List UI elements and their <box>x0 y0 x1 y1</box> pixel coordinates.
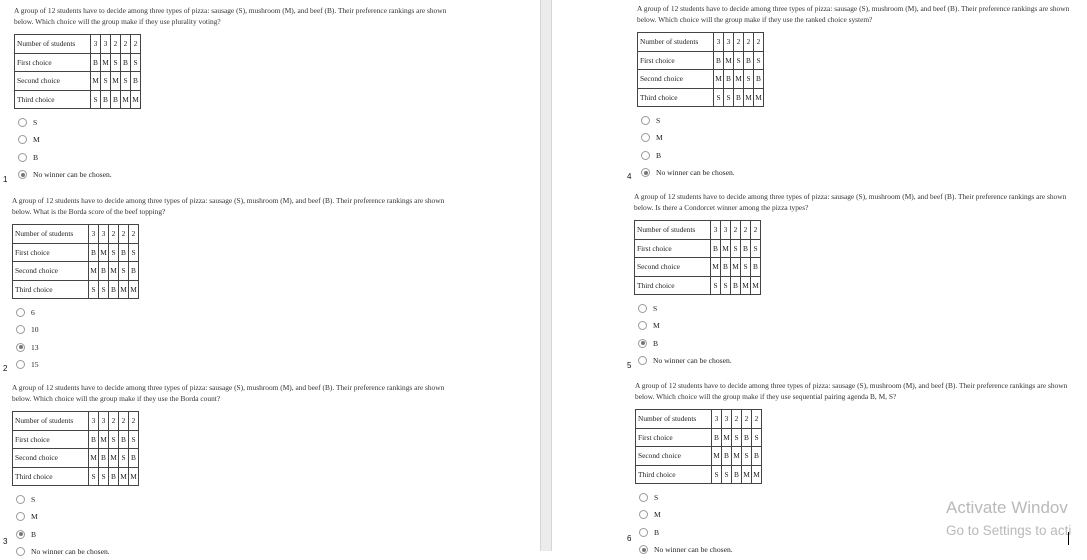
choice-cell: M <box>89 262 99 281</box>
table-header-row <box>13 412 139 431</box>
answer-option-label: B <box>31 529 37 539</box>
answer-option[interactable] <box>12 356 452 373</box>
preference-table <box>637 32 764 107</box>
question-block <box>14 6 454 183</box>
radio-button[interactable] <box>638 339 647 348</box>
student-count-cell: 2 <box>109 225 119 244</box>
choice-cell: B <box>752 447 762 466</box>
choice-cell: B <box>101 90 111 109</box>
choice-cell: B <box>99 449 109 468</box>
table-row <box>13 243 139 262</box>
choice-cell: M <box>744 88 754 107</box>
student-count-cell: 2 <box>731 221 741 240</box>
choice-cell: B <box>711 239 721 258</box>
answer-option[interactable] <box>14 114 454 131</box>
radio-button[interactable] <box>16 308 25 317</box>
table-row <box>13 449 139 468</box>
answer-options <box>637 112 1077 181</box>
table-header-row <box>638 33 764 52</box>
row-label: Third choice <box>638 88 714 107</box>
choice-cell: S <box>714 88 724 107</box>
table-header-label: Number of students <box>638 33 714 52</box>
table-header-row <box>15 35 141 54</box>
choice-cell: S <box>732 428 742 447</box>
radio-button[interactable] <box>638 321 647 330</box>
row-label: Second choice <box>13 262 89 281</box>
table-row <box>13 430 139 449</box>
answer-option-label: S <box>654 493 659 503</box>
text-cursor-icon <box>1068 532 1070 545</box>
answer-option[interactable] <box>637 164 1077 181</box>
table-header-label: Number of students <box>13 412 89 431</box>
answer-option-label: S <box>31 495 36 505</box>
choice-cell: S <box>129 243 139 262</box>
choice-cell: B <box>121 53 131 72</box>
radio-button[interactable] <box>18 170 27 179</box>
choice-cell: B <box>119 430 129 449</box>
student-count-cell: 3 <box>712 410 722 429</box>
answer-option-label: M <box>656 133 663 143</box>
choice-cell: B <box>722 447 732 466</box>
choice-cell: B <box>731 276 741 295</box>
student-count-cell: 3 <box>91 35 101 54</box>
table-header-label: Number of students <box>13 225 89 244</box>
choice-cell: M <box>711 258 721 277</box>
choice-cell: B <box>129 449 139 468</box>
table-row <box>15 90 141 109</box>
choice-cell: S <box>731 239 741 258</box>
question-number: 5 <box>627 361 632 370</box>
choice-cell: M <box>101 53 111 72</box>
choice-cell: S <box>734 51 744 70</box>
answer-option[interactable] <box>14 131 454 148</box>
answer-option[interactable] <box>12 491 452 508</box>
student-count-cell: 2 <box>111 35 121 54</box>
question-text: A group of 12 students have to decide among three types of pizza: sausage (S), mushroom (M), and beef (B). Their preference rankings are shown below. Which choice will the group make if they use sequential pairing agenda B, M, S? <box>635 381 1068 401</box>
radio-button[interactable] <box>16 530 25 539</box>
choice-cell: M <box>734 70 744 89</box>
question-block <box>634 192 1074 369</box>
answer-option[interactable] <box>12 508 452 525</box>
radio-button[interactable] <box>641 151 650 160</box>
student-count-cell: 3 <box>724 33 734 52</box>
student-count-cell: 2 <box>129 412 139 431</box>
choice-cell: B <box>712 428 722 447</box>
table-row <box>15 72 141 91</box>
question-text: A group of 12 students have to decide among three types of pizza: sausage (S), mushroom (M), and beef (B). Their preference rankings are shown below. Which choice will the group make if they use the ranked choice system? <box>637 4 1070 24</box>
choice-cell: S <box>724 88 734 107</box>
choice-cell: S <box>129 430 139 449</box>
student-count-cell: 2 <box>742 410 752 429</box>
table-row <box>13 280 139 299</box>
question-text: A group of 12 students have to decide among three types of pizza: sausage (S), mushroom (M), and beef (B). Their preference rankings are shown below. Is there a Condorcet winner among the pizza types? <box>634 192 1067 212</box>
choice-cell: S <box>721 276 731 295</box>
answer-option-label: 13 <box>31 342 39 352</box>
choice-cell: M <box>741 276 751 295</box>
answer-option[interactable] <box>637 147 1077 164</box>
answer-option-label: 6 <box>31 308 35 318</box>
choice-cell: M <box>712 447 722 466</box>
choice-cell: M <box>119 467 129 486</box>
radio-button[interactable] <box>16 547 25 556</box>
answer-option-label: M <box>31 512 38 522</box>
choice-cell: B <box>91 53 101 72</box>
choice-cell: M <box>731 258 741 277</box>
preference-table <box>14 34 141 109</box>
table-row <box>636 428 762 447</box>
row-label: First choice <box>635 239 711 258</box>
table-row <box>638 51 764 70</box>
answer-option-label: 15 <box>31 360 39 370</box>
choice-cell: M <box>724 51 734 70</box>
choice-cell: M <box>109 262 119 281</box>
student-count-cell: 2 <box>129 225 139 244</box>
choice-cell: M <box>89 449 99 468</box>
table-header-label: Number of students <box>635 221 711 240</box>
radio-button[interactable] <box>641 133 650 142</box>
answer-option[interactable] <box>637 112 1077 129</box>
choice-cell: B <box>734 88 744 107</box>
row-label: Second choice <box>635 258 711 277</box>
row-label: Second choice <box>638 70 714 89</box>
choice-cell: M <box>99 243 109 262</box>
question-block <box>12 383 452 560</box>
row-label: First choice <box>638 51 714 70</box>
table-row <box>635 276 761 295</box>
student-count-cell: 2 <box>119 225 129 244</box>
answer-option-label: 10 <box>31 325 39 335</box>
choice-cell: S <box>121 72 131 91</box>
row-label: Second choice <box>13 449 89 468</box>
table-header-row <box>635 221 761 240</box>
choice-cell: M <box>721 239 731 258</box>
radio-button[interactable] <box>16 512 25 521</box>
radio-button[interactable] <box>641 168 650 177</box>
answer-option[interactable] <box>12 543 452 560</box>
radio-button[interactable] <box>16 343 25 352</box>
table-header-label: Number of students <box>636 410 712 429</box>
choice-cell: M <box>752 465 762 484</box>
watermark-subtitle: Go to Settings to acti <box>946 523 1072 538</box>
answer-option[interactable] <box>634 317 1074 334</box>
radio-button[interactable] <box>641 116 650 125</box>
choice-cell: M <box>714 70 724 89</box>
choice-cell: S <box>754 51 764 70</box>
row-label: Third choice <box>13 467 89 486</box>
answer-option-label: No winner can be chosen. <box>31 547 110 557</box>
answer-options <box>12 491 452 560</box>
student-count-cell: 2 <box>732 410 742 429</box>
answer-option-label: No winner can be chosen. <box>654 545 733 555</box>
choice-cell: M <box>751 276 761 295</box>
student-count-cell: 2 <box>754 33 764 52</box>
student-count-cell: 2 <box>734 33 744 52</box>
preference-table <box>635 409 762 484</box>
answer-option[interactable] <box>637 129 1077 146</box>
radio-button[interactable] <box>18 135 27 144</box>
choice-cell: B <box>714 51 724 70</box>
choice-cell: S <box>744 70 754 89</box>
choice-cell: B <box>99 262 109 281</box>
choice-cell: B <box>89 430 99 449</box>
radio-button[interactable] <box>639 528 648 537</box>
radio-button[interactable] <box>638 356 647 365</box>
answer-option[interactable] <box>14 166 454 183</box>
choice-cell: M <box>91 72 101 91</box>
choice-cell: B <box>109 467 119 486</box>
choice-cell: S <box>89 467 99 486</box>
table-row <box>13 262 139 281</box>
choice-cell: B <box>744 51 754 70</box>
student-count-cell: 2 <box>752 410 762 429</box>
choice-cell: M <box>99 430 109 449</box>
row-label: First choice <box>13 430 89 449</box>
choice-cell: M <box>742 465 752 484</box>
student-count-cell: 3 <box>714 33 724 52</box>
choice-cell: M <box>121 90 131 109</box>
choice-cell: S <box>109 430 119 449</box>
question-block <box>637 4 1077 181</box>
choice-cell: M <box>129 280 139 299</box>
choice-cell: B <box>732 465 742 484</box>
answer-option-label: S <box>656 116 661 126</box>
answer-option[interactable] <box>634 335 1074 352</box>
table-header-row <box>13 225 139 244</box>
choice-cell: S <box>101 72 111 91</box>
table-row <box>638 88 764 107</box>
student-count-cell: 2 <box>741 221 751 240</box>
student-count-cell: 3 <box>89 412 99 431</box>
radio-button[interactable] <box>639 510 648 519</box>
radio-button[interactable] <box>18 118 27 127</box>
answer-option[interactable] <box>12 526 452 543</box>
preference-table <box>12 224 139 299</box>
row-label: Second choice <box>15 72 91 91</box>
question-text: A group of 12 students have to decide among three types of pizza: sausage (S), mushroom (M), and beef (B). Their preference rankings are shown below. Which choice will the group make if they use plurality voting? <box>14 6 447 26</box>
choice-cell: S <box>99 280 109 299</box>
choice-cell: M <box>129 467 139 486</box>
watermark-title: Activate Windov <box>946 498 1068 517</box>
question-number: 4 <box>627 172 632 181</box>
student-count-cell: 2 <box>751 221 761 240</box>
radio-button[interactable] <box>639 493 648 502</box>
student-count-cell: 2 <box>119 412 129 431</box>
answer-option-label: B <box>653 338 659 348</box>
choice-cell: B <box>129 262 139 281</box>
answer-option-label: B <box>654 527 660 537</box>
answer-option[interactable] <box>12 339 452 356</box>
choice-cell: B <box>119 243 129 262</box>
question-number: 1 <box>3 175 8 184</box>
student-count-cell: 3 <box>99 225 109 244</box>
choice-cell: S <box>99 467 109 486</box>
answer-options <box>634 300 1074 369</box>
choice-cell: S <box>109 243 119 262</box>
radio-button[interactable] <box>16 325 25 334</box>
preference-table <box>12 411 139 486</box>
row-label: First choice <box>13 243 89 262</box>
row-label: Second choice <box>636 447 712 466</box>
row-label: Third choice <box>636 465 712 484</box>
windows-activation-watermark <box>946 497 1071 540</box>
answer-option-label: B <box>656 150 662 160</box>
answer-option-label: S <box>33 118 38 128</box>
choice-cell: B <box>741 239 751 258</box>
radio-button[interactable] <box>639 545 648 554</box>
preference-table <box>634 220 761 295</box>
page-gutter <box>540 0 552 551</box>
choice-cell: S <box>119 449 129 468</box>
choice-cell: B <box>742 428 752 447</box>
student-count-cell: 3 <box>89 225 99 244</box>
student-count-cell: 2 <box>109 412 119 431</box>
choice-cell: B <box>751 258 761 277</box>
answer-option-label: No winner can be chosen. <box>656 168 735 178</box>
row-label: Third choice <box>15 90 91 109</box>
answer-option-label: B <box>33 152 39 162</box>
choice-cell: M <box>732 447 742 466</box>
student-count-cell: 3 <box>711 221 721 240</box>
answer-option-label: S <box>653 304 658 314</box>
choice-cell: S <box>722 465 732 484</box>
answer-option[interactable] <box>12 321 452 338</box>
choice-cell: B <box>721 258 731 277</box>
answer-option-label: No winner can be chosen. <box>33 170 112 180</box>
choice-cell: M <box>119 280 129 299</box>
answer-option[interactable] <box>14 149 454 166</box>
choice-cell: B <box>754 70 764 89</box>
choice-cell: B <box>131 72 141 91</box>
table-row <box>13 467 139 486</box>
choice-cell: S <box>741 258 751 277</box>
question-number: 6 <box>627 534 632 543</box>
choice-cell: M <box>111 72 121 91</box>
question-number: 2 <box>3 364 8 373</box>
choice-cell: B <box>111 90 121 109</box>
question-text: A group of 12 students have to decide among three types of pizza: sausage (S), mushroom (M), and beef (B). Their preference rankings are shown below. What is the Borda score of the beef topping? <box>12 196 445 216</box>
student-count-cell: 2 <box>744 33 754 52</box>
choice-cell: S <box>89 280 99 299</box>
choice-cell: S <box>751 239 761 258</box>
answer-option-label: No winner can be chosen. <box>653 356 732 366</box>
choice-cell: S <box>111 53 121 72</box>
row-label: Third choice <box>13 280 89 299</box>
choice-cell: S <box>742 447 752 466</box>
table-row <box>635 258 761 277</box>
student-count-cell: 2 <box>131 35 141 54</box>
answer-option[interactable] <box>12 304 452 321</box>
row-label: Third choice <box>635 276 711 295</box>
table-header-label: Number of students <box>15 35 91 54</box>
choice-cell: M <box>722 428 732 447</box>
question-text: A group of 12 students have to decide among three types of pizza: sausage (S), mushroom (M), and beef (B). Their preference rankings are shown below. Which choice will the group make if they use the Borda count? <box>12 383 445 403</box>
choice-cell: B <box>109 280 119 299</box>
choice-cell: S <box>711 276 721 295</box>
student-count-cell: 3 <box>721 221 731 240</box>
table-header-row <box>636 410 762 429</box>
table-row <box>638 70 764 89</box>
answer-option[interactable] <box>634 300 1074 317</box>
answer-option-label: M <box>654 510 661 520</box>
choice-cell: S <box>712 465 722 484</box>
radio-button[interactable] <box>638 304 647 313</box>
question-block <box>12 196 452 373</box>
choice-cell: B <box>89 243 99 262</box>
radio-button[interactable] <box>18 153 27 162</box>
answer-option[interactable] <box>634 352 1074 369</box>
table-row <box>15 53 141 72</box>
choice-cell: S <box>91 90 101 109</box>
table-row <box>636 447 762 466</box>
answer-options <box>14 114 454 183</box>
answer-option-label: M <box>33 135 40 145</box>
choice-cell: S <box>131 53 141 72</box>
student-count-cell: 3 <box>99 412 109 431</box>
choice-cell: S <box>119 262 129 281</box>
student-count-cell: 3 <box>101 35 111 54</box>
question-number: 3 <box>3 537 8 546</box>
radio-button[interactable] <box>16 360 25 369</box>
answer-options <box>12 304 452 373</box>
choice-cell: B <box>724 70 734 89</box>
choice-cell: M <box>754 88 764 107</box>
student-count-cell: 3 <box>722 410 732 429</box>
table-row <box>636 465 762 484</box>
row-label: First choice <box>636 428 712 447</box>
student-count-cell: 2 <box>121 35 131 54</box>
choice-cell: M <box>131 90 141 109</box>
answer-option[interactable] <box>635 541 1075 558</box>
answer-option-label: M <box>653 321 660 331</box>
choice-cell: M <box>109 449 119 468</box>
row-label: First choice <box>15 53 91 72</box>
choice-cell: S <box>752 428 762 447</box>
radio-button[interactable] <box>16 495 25 504</box>
table-row <box>635 239 761 258</box>
